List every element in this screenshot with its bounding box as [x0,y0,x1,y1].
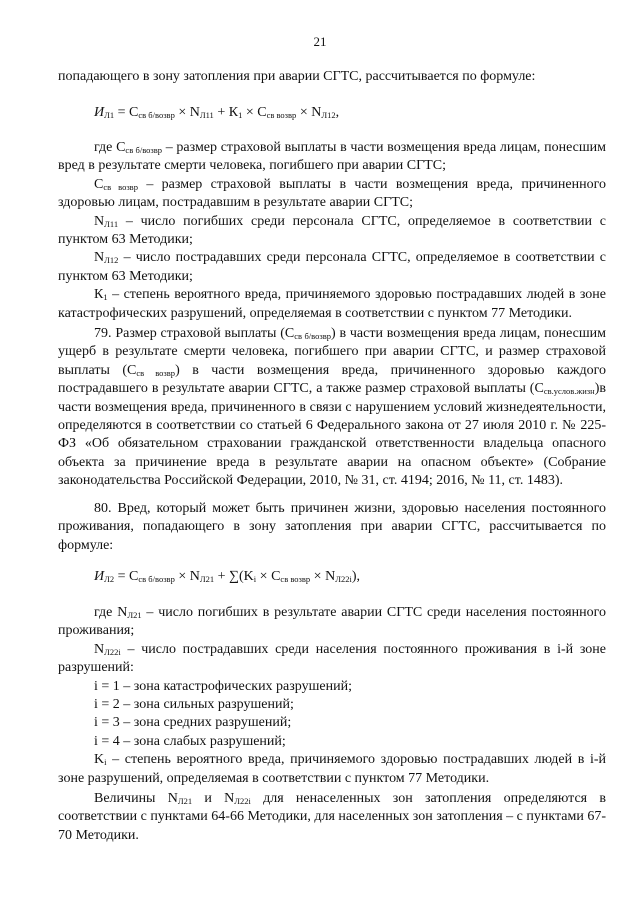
final-subscript: Л22i [234,796,251,806]
formula-operator: + [213,105,229,120]
definition-prefix: где [94,605,118,620]
definition-csv-bvozvr [58,139,606,176]
definition-symbol: С [116,140,126,155]
formula-operator: = [114,105,130,120]
definition-symbol: N [94,641,105,657]
formula-subscript: св возвр [280,574,311,584]
clause-80: 80. Вред, который может быть причинен жизни, здоровью населения постоянного проживания, попадающего в зону затопления при аварии СГТС, рассчитывается по формуле: [58,501,606,553]
formula-symbol: И [94,569,105,584]
formula-symbol: С [129,569,139,584]
formula-subscript: св б/возвр [138,574,175,584]
formula-subscript: Л11 [199,110,214,120]
definition-text: – число пострадавших среди населения постоянного проживания в i-й зоне разрушений: [58,641,606,676]
formula-operator: × [174,569,190,584]
formula-symbol: С [129,105,139,120]
formula-il1 [94,104,339,122]
clause-79 [58,325,606,491]
clause-text: 79. Размер страховой выплаты (С [94,326,295,341]
formula-symbol: К [228,105,239,120]
definition-symbol: K [94,752,105,768]
formula-subscript: св возвр [266,110,297,120]
definition-text: – размер страховой выплаты в части возмещения вреда, причиненного здоровью лицам, пострадавшим в результате аварии СГТС; [58,176,606,211]
definition-subscript: Л22i [104,646,121,657]
definition-nl11 [58,213,606,250]
formula-symbol: K [243,569,254,584]
intro-line: попадающего в зону затопления при аварии СГТС, рассчитывается по формуле: [58,69,536,84]
definition-csv-vozvr [58,176,606,213]
definitions-formula2 [58,604,606,788]
definition-symbol: N [117,605,128,620]
formula-operator: = [114,569,130,584]
formula-operator: × [310,569,326,584]
formula-operator: × [296,105,312,120]
definition-subscript: Л21 [127,610,142,620]
formula-subscript: св б/возвр [138,110,175,120]
formula-operator: + ∑( [214,569,244,584]
clause-subscript: св возвр [136,367,176,378]
formula-subscript: Л1 [104,110,115,120]
final-text: для ненаселенных зон затопления определяются в соответствии с пунктами 64-66 Методики, для населенных зон затопления – с пунктами 67-70 Методики. [58,791,607,843]
page-number: 21 [313,34,327,49]
clause-text: ) в части возмещения вреда, причиненного здоровью каждого пострадавшего в результате аварии СГТС, а также размер страховой выплаты (С [58,362,606,397]
definition-text: – число пострадавших среди персонала СГТС, определяемое в соответствии с пунктом 63 Методики; [58,250,606,284]
final-subscript: Л21 [177,796,193,806]
zone-item: i = 1 – зона катастрофических разрушений; [94,678,352,694]
definition-symbol: К [94,287,104,303]
definition-text: – число погибших в результате аварии СГТС среди населения постоянного проживания; [58,605,606,639]
clause-subscript: св б/возвр [294,331,331,341]
zone-item: i = 3 – зона средних разрушений; [94,715,292,731]
final-text: Величины N [94,791,178,806]
definition-nl12 [58,249,606,286]
formula-symbol: N [189,569,200,584]
definition-subscript: св б/возвр [125,145,163,155]
zone-item: i = 2 – зона сильных разрушений; [94,697,294,713]
formula-il2 [94,568,360,586]
formula-operator: × [174,105,190,120]
definition-nl21 [58,604,606,641]
formula-symbol: С [257,105,267,120]
definition-ki [58,751,606,788]
formula-subscript: 1 [238,110,243,120]
clause-text: ) в части возмещения вреда лицам, понесшим ущерб в результате смерти человека, погибшего при аварии СГТС, и размер страховой выплаты (С [58,326,606,378]
formula-subscript: i [253,574,257,584]
definition-nl22i [58,641,606,678]
formula-operator: × [256,569,272,584]
formula-symbol: N [325,569,336,584]
formula-subscript: Л21 [199,574,215,584]
formula-symbol: С [271,569,281,584]
definition-prefix: где [94,140,117,155]
formula-subscript: Л2 [104,574,115,584]
final-text: и N [192,791,235,806]
definition-subscript: Л12 [104,255,119,266]
formula-operator: , [335,105,340,120]
definition-text: – размер страховой выплаты в части возмещения вреда лицам, понесшим вред в результате смерти человека, погибшего при аварии СГТС; [58,140,606,174]
zone-item: i = 4 – зона слабых разрушений; [94,733,286,749]
formula-symbol: N [189,105,200,120]
formula-symbol: N [311,105,322,120]
formula-operator: × [242,105,258,120]
definition-symbol: С [94,176,104,192]
definition-text: – число погибших среди персонала СГТС, определяемое в соответствии с пунктом 63 Методики; [58,213,606,248]
clause-text: )в части возмещения вреда, причиненного в связи с нарушением условий жизнедеятельности, определяются в соответствии со статьей 6 Федерального закона от 27 июля 2010 г. № 225-ФЗ «Об обязательном страховании гражданской ответственности владельца опасного объекта за причинение вреда в результате аварии на опасном объекте» (Собрание законодательства Российской Федерации, 2010, № 31, ст. 4194; 2016, № 11, ст. 1483). [58,381,606,489]
definition-k1 [58,286,606,323]
clause-subscript: св.услов.жизн [543,386,595,397]
definition-subscript: 1 [103,292,108,303]
formula-operator: ), [351,569,361,584]
definition-subscript: Л11 [104,218,119,229]
definitions-formula1 [58,139,606,323]
definition-symbol: N [94,213,105,229]
formula-subscript: Л22i [335,574,352,584]
final-paragraph [58,790,606,845]
definition-text: – степень вероятного вреда, причиняемого здоровью пострадавших людей в зоне катастрофических разрушений, определяемая в соответствии с пунктом 77 Методики. [58,287,606,321]
formula-symbol: И [94,105,105,120]
definition-subscript: i [104,757,107,768]
definition-subscript: св возвр [103,181,138,192]
formula-subscript: Л12 [321,110,336,120]
definition-symbol: N [94,250,105,266]
definition-text: – степень вероятного вреда, причиняемого здоровью пострадавших людей в i-й зоне разрушений, определяемая в соответствии с пунктом 77 Методики. [58,752,606,786]
